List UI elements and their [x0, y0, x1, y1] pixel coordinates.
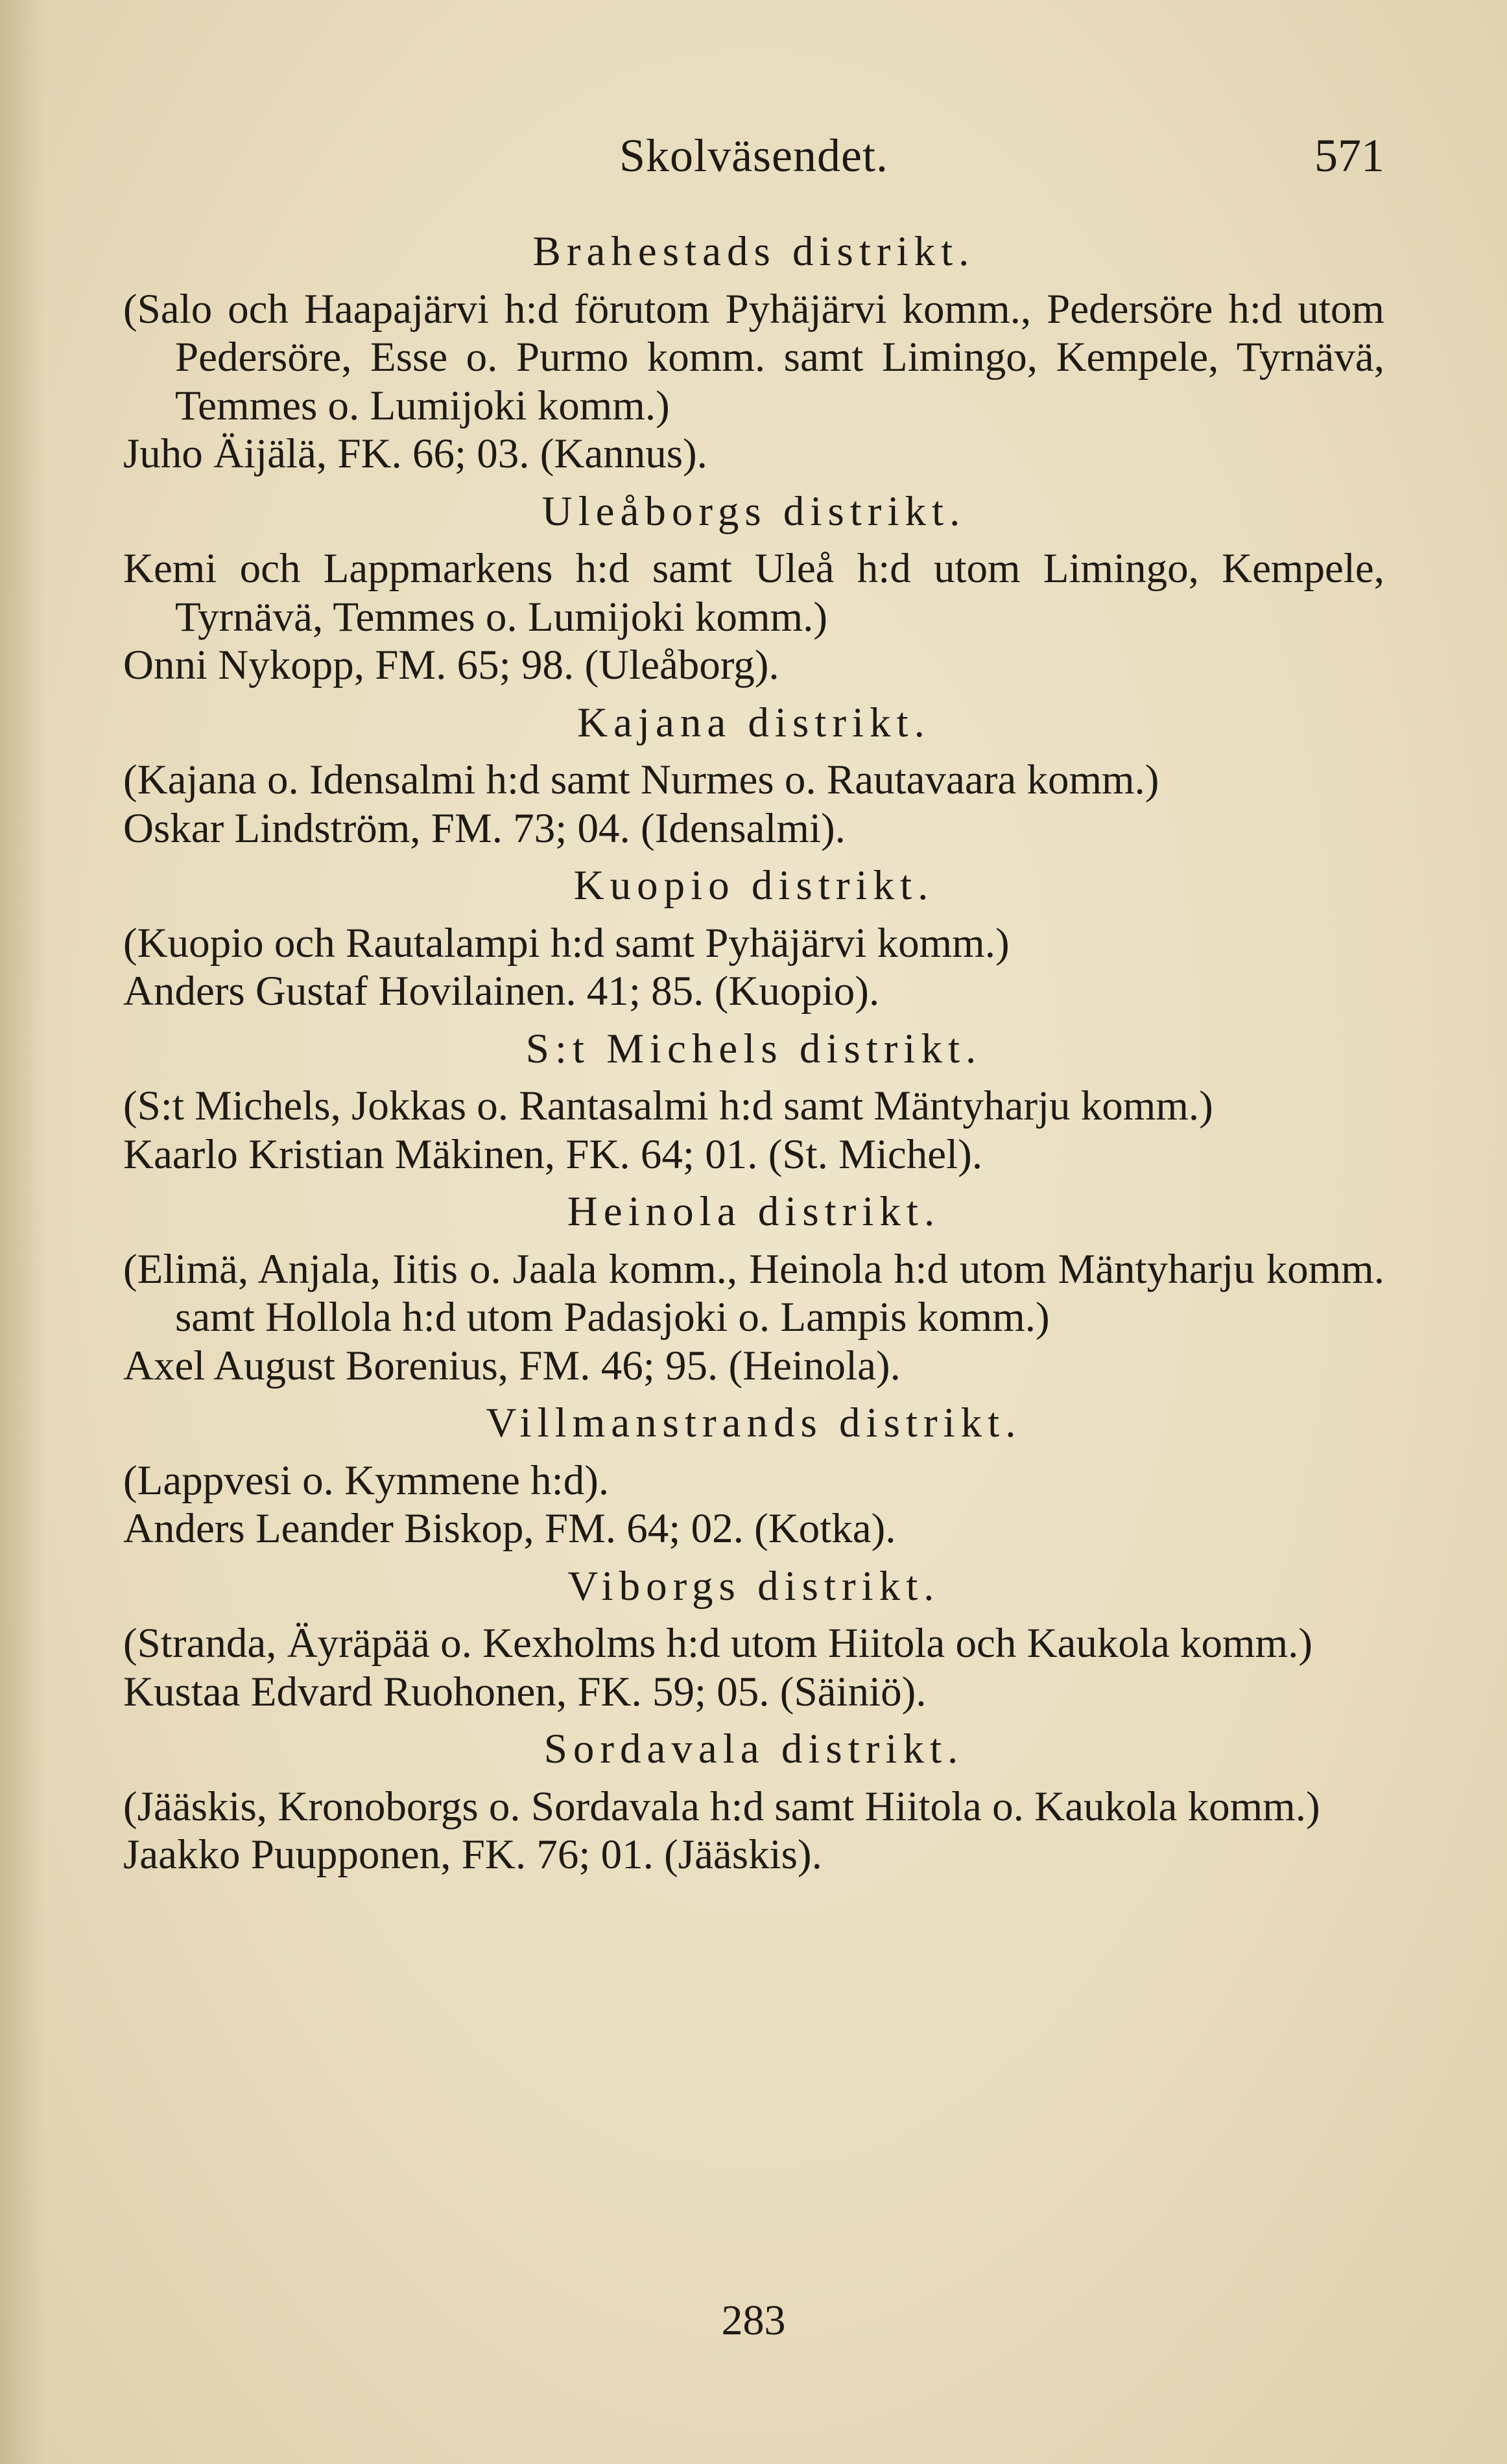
district-officer: Anders Leander Biskop, FM. 64; 02. (Kotka).	[123, 1505, 896, 1552]
district-entry-kajana	[123, 699, 1384, 853]
district-officer: Anders Gustaf Hovilainen. 41; 85. (Kuopio).	[123, 968, 880, 1015]
district-entry-viborg	[123, 1562, 1384, 1717]
district-officer: Onni Nykopp, FM. 65; 98. (Uleåborg).	[123, 642, 779, 688]
district-description: (Kajana o. Idensalmi h:d samt Nurmes o. Rautavaara komm.)	[123, 757, 1159, 803]
district-entry-sordavala	[123, 1725, 1384, 1879]
page-edge-shadow	[0, 0, 45, 2464]
district-list	[123, 224, 1384, 1888]
district-description: Kemi och Lappmarkens h:d samt Uleå h:d utom Limingo, Kempele, Tyrnävä, Temmes o. Lumijoki komm.)	[123, 545, 1384, 640]
district-officer: Kaarlo Kristian Mäkinen, FK. 64; 01. (St. Michel).	[123, 1131, 983, 1178]
district-entry-kuopio	[123, 862, 1384, 1016]
district-description: (Lappvesi o. Kymmene h:d).	[123, 1457, 610, 1504]
district-heading: Brahestads distrikt.	[532, 228, 975, 275]
district-heading: Sordavala distrikt.	[543, 1726, 964, 1772]
district-description: (Jääskis, Kronoborgs o. Sordavala h:d samt Hiitola o. Kaukola komm.)	[123, 1783, 1320, 1830]
district-entry-heinola	[123, 1188, 1384, 1390]
running-header	[123, 126, 1384, 185]
district-heading: Heinola distrikt.	[567, 1188, 941, 1235]
district-description: (Kuopio och Rautalampi h:d samt Pyhäjärvi komm.)	[123, 919, 1010, 967]
district-entry-uleaborg	[123, 487, 1384, 690]
district-officer: Kustaa Edvard Ruohonen, FK. 59; 05. (Säiniö).	[123, 1668, 927, 1715]
district-officer: Jaakko Puupponen, FK. 76; 01. (Jääskis).	[123, 1831, 822, 1878]
district-heading: Villmanstrands distrikt.	[486, 1400, 1022, 1446]
district-description: (Salo och Haapajärvi h:d förutom Pyhäjärvi komm., Pedersöre h:d utom Pedersöre, Esse o. Purmo komm. samt Limingo, Kempele, Tyrnävä, Temmes o. Lumijoki komm.)	[123, 285, 1384, 429]
running-title: Skolväsendet.	[619, 130, 888, 182]
district-entry-brahestad	[123, 228, 1384, 478]
district-heading: Viborgs distrikt.	[567, 1562, 940, 1610]
district-entry-st-michel	[123, 1025, 1384, 1179]
printer-signature: 283	[721, 2297, 786, 2344]
district-heading: Kajana distrikt.	[577, 699, 931, 746]
district-heading: Kuopio distrikt.	[573, 862, 934, 909]
district-entry-villmanstrand	[123, 1399, 1384, 1553]
district-heading: S:t Michels distrikt.	[525, 1025, 982, 1072]
district-heading: Uleåborgs distrikt.	[541, 487, 966, 535]
district-officer: Axel August Borenius, FM. 46; 95. (Heinola).	[123, 1342, 901, 1389]
district-officer: Oskar Lindström, FM. 73; 04. (Idensalmi).	[123, 804, 846, 852]
district-description: (Stranda, Äyräpää o. Kexholms h:d utom Hiitola och Kaukola komm.)	[123, 1620, 1313, 1667]
district-description: (S:t Michels, Jokkas o. Rantasalmi h:d samt Mäntyharju komm.)	[123, 1083, 1213, 1129]
page-number: 571	[1314, 130, 1384, 182]
district-officer: Juho Äijälä, FK. 66; 03. (Kannus).	[123, 430, 707, 477]
district-description: (Elimä, Anjala, Iitis o. Jaala komm., Heinola h:d utom Mäntyharju komm. samt Hollola h:d utom Padasjoki o. Lampis komm.)	[123, 1245, 1384, 1341]
